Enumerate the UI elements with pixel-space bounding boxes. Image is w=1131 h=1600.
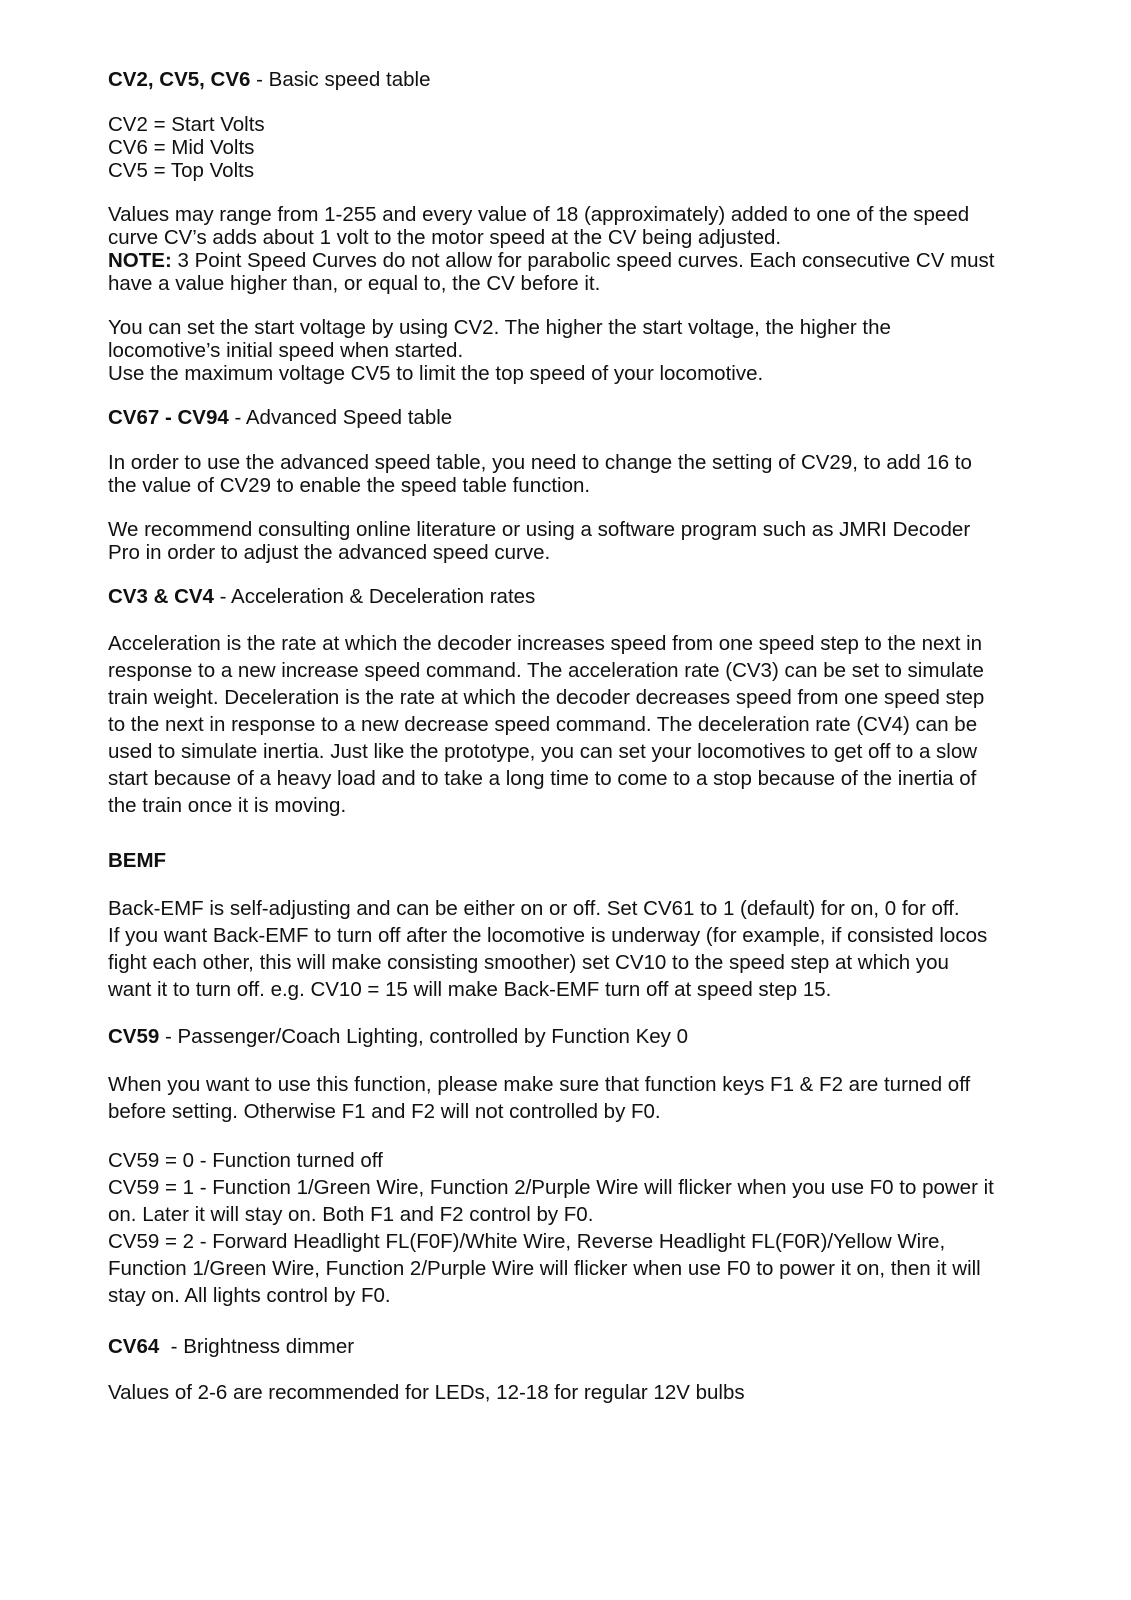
paragraph-line: the train once it is moving. [108, 794, 347, 817]
bemf-heading-bold: BEMF [108, 849, 167, 872]
paragraph-line: locomotive’s initial speed when started. [108, 339, 464, 362]
advanced-speed-paragraph-1 [108, 451, 1031, 497]
note-label: NOTE: [108, 249, 172, 272]
paragraph-line: to the next in response to a new decrease speed command. The deceleration rate (CV4) can be [108, 713, 978, 736]
advanced-speed-paragraph-2 [108, 518, 1031, 564]
cv59-settings [108, 1147, 1031, 1309]
cv-definition-line: CV6 = Mid Volts [108, 136, 255, 159]
paragraph-line: stay on. All lights control by F0. [108, 1284, 391, 1307]
cv-definition-line: CV2 = Start Volts [108, 113, 265, 136]
advanced-speed-heading-bold: CV67 - CV94 [108, 406, 229, 429]
note-line [108, 249, 1031, 272]
cv-definitions [108, 113, 1031, 182]
values-paragraph [108, 203, 1031, 295]
paragraph-line: start because of a heavy load and to take a long time to come to a stop because of the inertia of [108, 767, 977, 790]
paragraph-line: train weight. Deceleration is the rate at which the decoder decreases speed from one speed step [108, 686, 985, 709]
basic-speed-heading-bold: CV2, CV5, CV6 [108, 68, 251, 91]
accel-heading-bold: CV3 & CV4 [108, 585, 214, 608]
cv59-paragraph-1 [108, 1071, 1031, 1125]
paragraph-line: fight each other, this will make consisting smoother) set CV10 to the speed step at which you [108, 951, 949, 974]
advanced-speed-heading [108, 406, 1031, 430]
basic-speed-heading-text: - Basic speed table [250, 68, 431, 91]
paragraph-line: Acceleration is the rate at which the decoder increases speed from one speed step to the next in [108, 632, 983, 655]
accel-heading-text: - Acceleration & Deceleration rates [213, 585, 536, 608]
accel-paragraph [108, 630, 1031, 819]
paragraph-line: Back-EMF is self-adjusting and can be either on or off. Set CV61 to 1 (default) for on, 0 for off. [108, 897, 960, 920]
paragraph-line: want it to turn off. e.g. CV10 = 15 will make Back-EMF turn off at speed step 15. [108, 978, 832, 1001]
paragraph-line: We recommend consulting online literature or using a software program such as JMRI Decoder [108, 518, 971, 541]
bemf-heading [108, 849, 1031, 873]
cv59-heading-bold: CV59 [108, 1025, 160, 1048]
paragraph-line: CV59 = 1 - Function 1/Green Wire, Function 2/Purple Wire will flicker when you use F0 to power it [108, 1176, 994, 1199]
basic-speed-heading [108, 68, 1031, 92]
paragraph-line: You can set the start voltage by using CV2. The higher the start voltage, the higher the [108, 316, 891, 339]
cv64-heading-text: - Brightness dimmer [159, 1335, 355, 1358]
paragraph-line: In order to use the advanced speed table, you need to change the setting of CV29, to add 16 to [108, 451, 972, 474]
note-text: 3 Point Speed Curves do not allow for parabolic speed curves. Each consecutive CV must [171, 249, 995, 272]
paragraph-line: on. Later it will stay on. Both F1 and F2 control by F0. [108, 1203, 594, 1226]
paragraph-line: Values may range from 1-255 and every value of 18 (approximately) added to one of the speed [108, 203, 970, 226]
paragraph-line: Use the maximum voltage CV5 to limit the top speed of your locomotive. [108, 362, 764, 385]
paragraph-line: If you want Back-EMF to turn off after the locomotive is underway (for example, if consisted locos [108, 924, 988, 947]
paragraph-line: CV59 = 2 - Forward Headlight FL(F0F)/White Wire, Reverse Headlight FL(F0R)/Yellow Wire, [108, 1230, 946, 1253]
cv59-heading [108, 1025, 1031, 1049]
paragraph-line: response to a new increase speed command. The acceleration rate (CV3) can be set to simulate [108, 659, 984, 682]
paragraph-line: the value of CV29 to enable the speed table function. [108, 474, 591, 497]
paragraph-line: CV59 = 0 - Function turned off [108, 1149, 383, 1172]
paragraph-line: used to simulate inertia. Just like the prototype, you can set your locomotives to get off to a slow [108, 740, 978, 763]
bemf-paragraph [108, 895, 1031, 1003]
cv64-heading [108, 1335, 1031, 1359]
paragraph-line: have a value higher than, or equal to, the CV before it. [108, 272, 601, 295]
cv64-paragraph: Values of 2-6 are recommended for LEDs, 12-18 for regular 12V bulbs [108, 1381, 745, 1404]
paragraph-line: Function 1/Green Wire, Function 2/Purple Wire will flicker when use F0 to power it on, then it will [108, 1257, 981, 1280]
cv64-heading-bold: CV64 [108, 1335, 160, 1358]
cv-definition-line: CV5 = Top Volts [108, 159, 255, 182]
paragraph-line: curve CV’s adds about 1 volt to the motor speed at the CV being adjusted. [108, 226, 782, 249]
cv59-heading-text: - Passenger/Coach Lighting, controlled by Function Key 0 [159, 1025, 689, 1048]
paragraph-line: When you want to use this function, please make sure that function keys F1 & F2 are turned off [108, 1073, 971, 1096]
accel-heading [108, 585, 1031, 609]
paragraph-line: Pro in order to adjust the advanced speed curve. [108, 541, 551, 564]
paragraph-line: before setting. Otherwise F1 and F2 will not controlled by F0. [108, 1100, 661, 1123]
start-voltage-paragraph [108, 316, 1031, 385]
advanced-speed-heading-text: - Advanced Speed table [228, 406, 453, 429]
